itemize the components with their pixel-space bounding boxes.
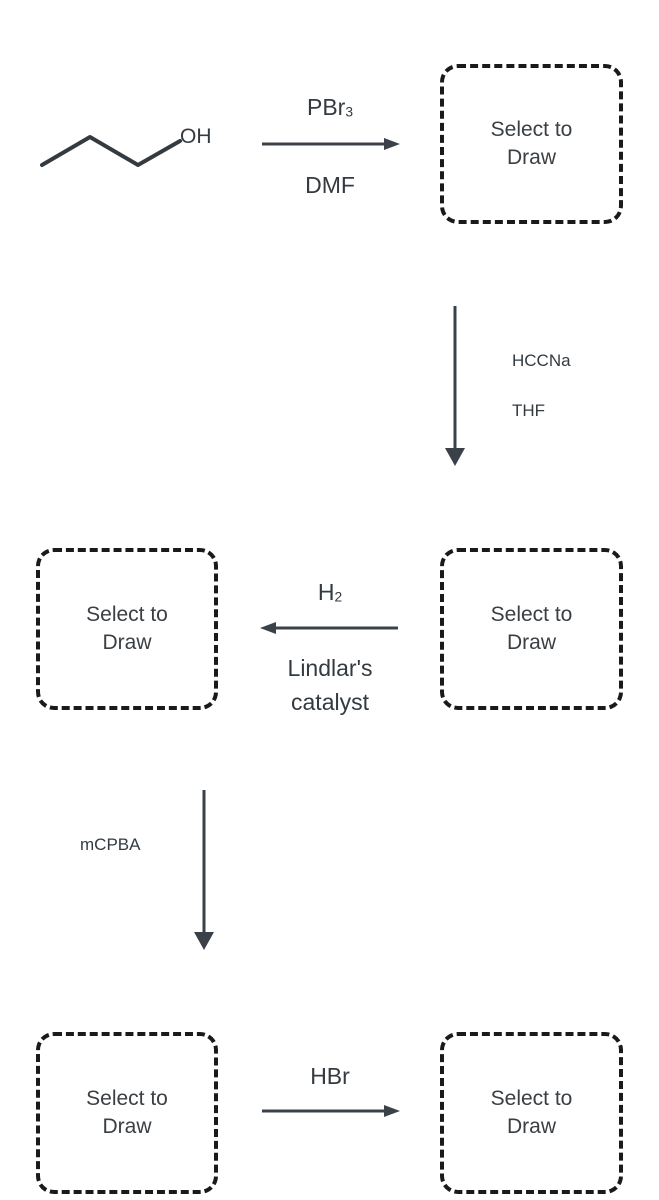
step3-reagent-top: $H_2$ (317, 579, 343, 605)
step4-reagent: mCPBA (80, 835, 141, 854)
draw-box-4[interactable] (36, 1032, 218, 1194)
draw-box-label: Select to Draw (490, 1087, 573, 1138)
draw-box-label: Select to Draw (86, 1087, 168, 1138)
step3-reagent-bottom-line2: catalyst (291, 689, 369, 715)
step1-reagent-top: PBr$_3$ (306, 94, 354, 120)
draw-box-label: Select to Draw (490, 118, 573, 169)
step2-reagent-bottom: THF (512, 401, 546, 420)
reaction-arrow-step5 (262, 1103, 402, 1119)
draw-box-2[interactable] (440, 548, 623, 710)
draw-box-5[interactable] (440, 1032, 623, 1194)
draw-box-1[interactable] (440, 64, 623, 224)
draw-box-label: Select to Draw (86, 603, 168, 654)
reaction-arrow-step1 (262, 136, 402, 152)
reaction-arrow-step2 (444, 306, 466, 468)
step1-reagent-bottom: DMF (305, 172, 355, 198)
step5-reagent: HBr (310, 1063, 350, 1089)
hydroxyl-label: OH (180, 125, 212, 148)
reaction-arrow-step3 (260, 620, 400, 636)
step2-reagent-top: HCCNa (512, 351, 571, 370)
reaction-arrow-step4 (193, 790, 215, 952)
draw-box-label: Select to Draw (490, 603, 573, 654)
draw-box-3[interactable] (36, 548, 218, 710)
step3-reagent-bottom-line1: Lindlar's (287, 655, 373, 681)
